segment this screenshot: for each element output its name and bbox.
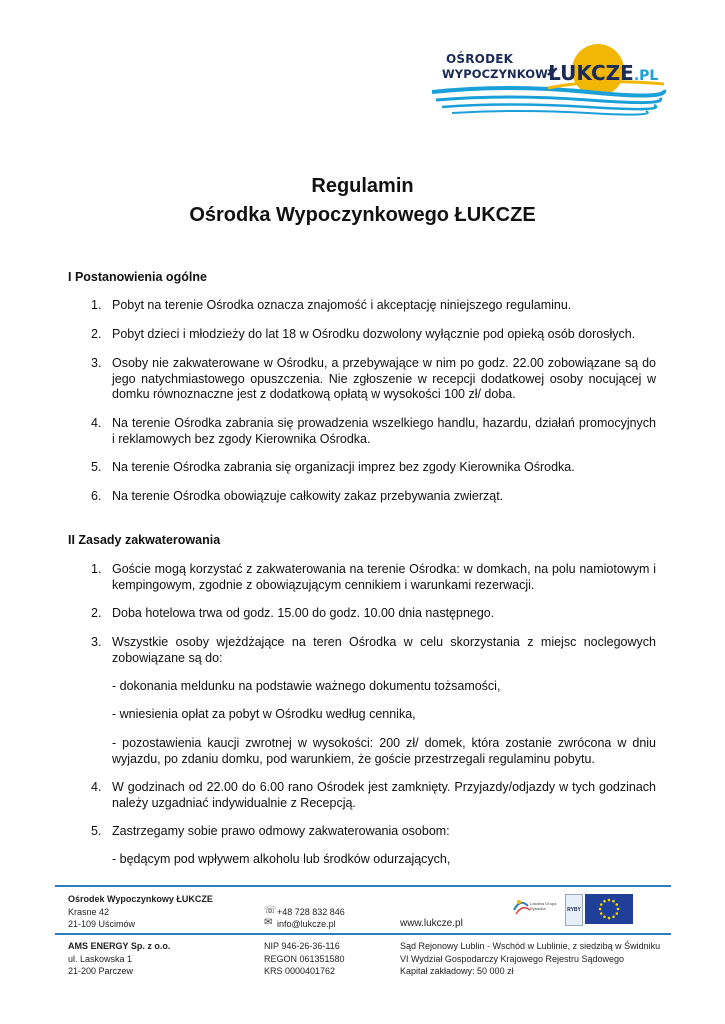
footer-nip: NIP 946-26-36-116: [264, 941, 340, 951]
footer-company-city: 21-200 Parczew: [68, 966, 134, 976]
item-number: 3.: [91, 356, 102, 370]
item-text: Na terenie Ośrodka zabrania się organizacji imprez bez zgody Kierownika Ośrodka.: [112, 460, 575, 474]
item-text: Na terenie Ośrodka zabrania się prowadzenia wszelkiego handlu, hazardu, działań promocyjnych i reklamowych bez zgody Kierownika Ośrodka.: [112, 416, 656, 446]
footer-org-name: Ośrodek Wypoczynkowy ŁUKCZE: [68, 894, 213, 904]
item-number: 3.: [91, 635, 102, 649]
footer-capital: Kapitał zakładowy: 50 000 zł: [400, 966, 514, 976]
list-item: [91, 356, 656, 403]
item-number: 1.: [91, 562, 102, 576]
list-item: [91, 824, 656, 840]
item-text: Doba hotelowa trwa od godz. 15.00 do godz. 10.00 dnia następnego.: [112, 606, 495, 620]
list-item: [91, 327, 656, 343]
footer-court-line2: VI Wydział Gospodarczy Krajowego Rejestru Sądowego: [400, 954, 625, 964]
footer-divider-bottom: [55, 933, 671, 935]
logo-brand: [548, 61, 658, 85]
footer-phone: +48 728 832 846: [277, 907, 345, 917]
footer-regon: REGON 061351580: [264, 954, 345, 964]
item-number: 2.: [91, 606, 102, 620]
badge-label: RYBY: [567, 907, 581, 913]
list-item: [91, 489, 656, 505]
list-item: [91, 416, 656, 447]
sub-item: - pozostawienia kaucji zwrotnej w wysokości: 200 zł/ domek, która zostanie zwrócona w dniu wyjazdu, po zdaniu domku, pod warunkiem, że goście przestrzegali regulaminu pobytu.: [112, 736, 656, 766]
resort-logo: [428, 38, 668, 128]
sub-item: - będącym pod wpływem alkoholu lub środków odurzających,: [112, 852, 451, 866]
item-text: Zastrzegamy sobie prawo odmowy zakwaterowania osobom:: [112, 824, 450, 838]
footer-company-street: ul. Laskowska 1: [68, 954, 133, 964]
section-heading-1: I Postanowienia ogólne: [68, 270, 207, 284]
footer-email[interactable]: info@lukcze.pl: [277, 919, 336, 929]
item-number: 2.: [91, 327, 102, 341]
list-item: [91, 780, 656, 811]
section-heading-2: II Zasady zakwaterowania: [68, 533, 221, 547]
item-number: 4.: [91, 416, 102, 430]
item-text: Osoby nie zakwaterowane w Ośrodku, a przebywające w nim po godz. 22.00 zobowiązane są do jego natychmiastowego opuszczenia. Nie zgłoszenie w recepcji dodatkowej osoby nocującej w domku równoznaczne jest z dodatkową opłatą w wysokości 100 zł/ doba.: [112, 356, 656, 402]
list-item: [91, 635, 656, 666]
item-text: Wszystkie osoby wjeżdżające na teren Ośrodka w celu skorzystania z miejsc noclegowych zobowiązane są do:: [112, 635, 656, 665]
logo-brand-name: ŁUKCZE: [548, 61, 634, 85]
item-number: 4.: [91, 780, 102, 794]
footer-divider-top: [55, 885, 671, 887]
item-number: 1.: [91, 298, 102, 312]
footer-website[interactable]: www.lukcze.pl: [400, 918, 463, 929]
item-number: 5.: [91, 460, 102, 474]
logo-line2: WYPOCZYNKOWY: [442, 67, 557, 81]
logo-brand-suffix: .PL: [633, 68, 659, 84]
eu-flag: [585, 894, 633, 924]
mail-icon: ✉: [264, 917, 273, 928]
document-title: Regulamin: [311, 175, 414, 197]
logo-line1: OŚRODEK: [446, 52, 514, 66]
eu-stars-icon: [585, 894, 633, 924]
footer-org-city: 21-109 Uścimów: [68, 919, 136, 929]
item-text: W godzinach od 22.00 do 6.00 rano Ośrodek jest zamknięty. Przyjazdy/odjazdy w tych godzinach należy uzgadniać indywidualnie z Recepcją.: [112, 780, 656, 810]
phone-icon: ☏: [264, 905, 277, 916]
item-text: Pobyt dzieci i młodzieży do lat 18 w Ośrodku dozwolony wyłącznie pod opieką osób dorosłych.: [112, 327, 636, 341]
lgd-logo: [510, 892, 558, 922]
sub-item: - wniesienia opłat za pobyt w Ośrodku według cennika,: [112, 707, 416, 721]
item-number: 5.: [91, 824, 102, 838]
item-text: Goście mogą korzystać z zakwaterowania na terenie Ośrodka: w domkach, na polu namiotowym i kempingowym, zgodnie z obowiązującym cennikiem i warunkami rezerwacji.: [112, 562, 656, 592]
fisheries-badge: [565, 894, 583, 926]
sub-item: - dokonania meldunku na podstawie ważnego dokumentu tożsamości,: [112, 679, 501, 693]
document-subtitle: Ośrodka Wypoczynkowego ŁUKCZE: [189, 204, 536, 226]
list-item: [91, 298, 656, 314]
footer-company-name: AMS ENERGY Sp. z o.o.: [68, 941, 171, 951]
footer-court-line1: Sąd Rejonowy Lublin - Wschód w Lublinie, z siedzibą w Świdniku: [400, 941, 661, 951]
item-text: Pobyt na terenie Ośrodka oznacza znajomość i akceptację niniejszego regulaminu.: [112, 298, 572, 312]
list-item: [91, 562, 656, 593]
lgd-label: Lokalna Grupa Rybacka: [530, 901, 557, 911]
footer-krs: KRS 0000401762: [264, 966, 336, 976]
footer-org-street: Krasne 42: [68, 907, 110, 917]
item-number: 6.: [91, 489, 102, 503]
list-item: [91, 460, 656, 476]
list-item: [91, 606, 656, 622]
item-text: Na terenie Ośrodka obowiązuje całkowity zakaz przebywania zwierząt.: [112, 489, 504, 503]
